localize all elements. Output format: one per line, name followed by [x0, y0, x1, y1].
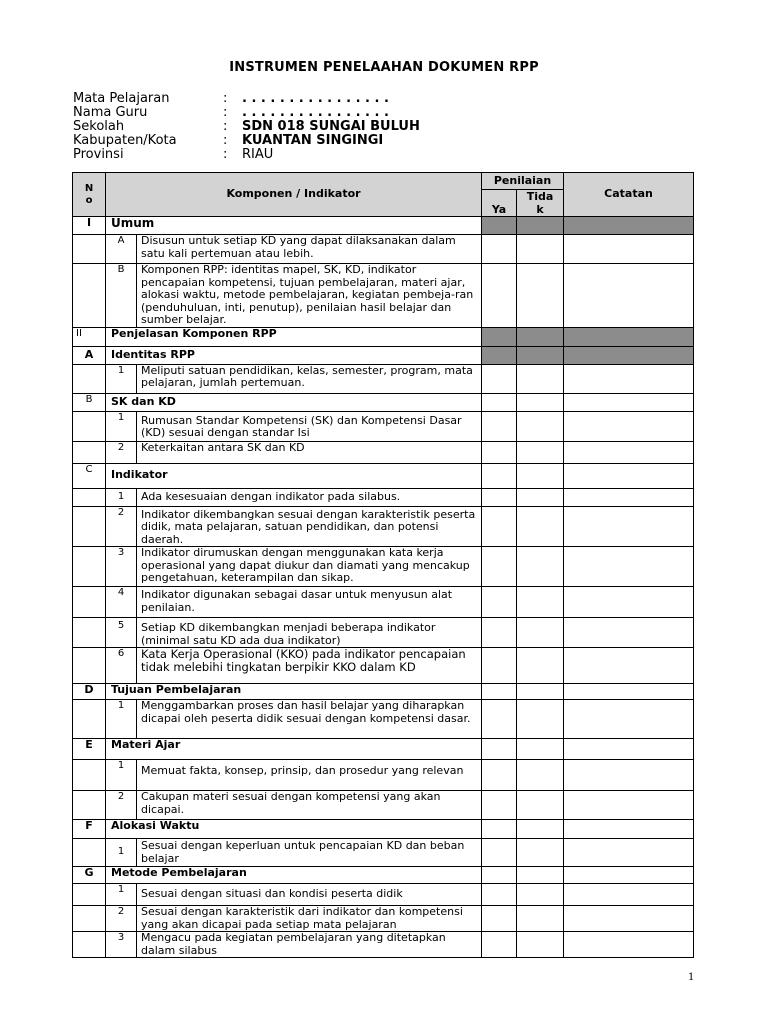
item-number: 1: [106, 700, 137, 739]
catatan-cell[interactable]: [564, 618, 694, 648]
info-row-guru: [73, 106, 420, 120]
item-text: Meliputi satuan pendidikan, kelas, semester, program, mata pelajaran, jumlah pertemuan.: [137, 364, 482, 393]
item-text: Indikator digunakan sebagai dasar untuk menyusun alat penilaian.: [137, 587, 482, 618]
item-text: Memuat fakta, konsep, prinsip, dan prosedur yang relevan: [137, 760, 482, 791]
header-no: N o: [73, 173, 106, 217]
item-number: 4: [106, 587, 137, 618]
ya-cell[interactable]: [482, 648, 517, 684]
item-number: 1: [106, 488, 137, 506]
item-text: Sesuai dengan situasi dan kondisi peserta didik: [137, 884, 482, 906]
table-row: [73, 488, 694, 506]
ya-cell[interactable]: [482, 839, 517, 867]
info-value: . . . . . . . . . . . . . . . .: [242, 105, 389, 120]
section-row: [73, 346, 694, 364]
catatan-cell[interactable]: [564, 488, 694, 506]
ya-cell[interactable]: [482, 760, 517, 791]
item-text: Setiap KD dikembangkan menjadi beberapa indikator (minimal satu KD ada dua indikator): [137, 618, 482, 648]
tidak-cell[interactable]: [517, 700, 564, 739]
item-number: 2: [106, 441, 137, 463]
catatan-cell[interactable]: [564, 587, 694, 618]
ya-cell[interactable]: [482, 411, 517, 441]
item-text: Indikator dirumuskan dengan menggunakan kata kerja operasional yang dapat diukur dan diamati yang mencakup pengetahuan, keterampilan dan sikap.: [137, 547, 482, 587]
catatan-cell[interactable]: [564, 700, 694, 739]
catatan-cell[interactable]: [564, 547, 694, 587]
catatan-cell[interactable]: [564, 932, 694, 958]
table-row: [73, 648, 694, 684]
info-colon: :: [223, 133, 228, 148]
tidak-cell[interactable]: [517, 506, 564, 547]
table-row: [73, 547, 694, 587]
item-number: 1: [106, 364, 137, 393]
info-value: RIAU: [242, 147, 274, 162]
document-title: INSTRUMEN PENELAAHAN DOKUMEN RPP: [229, 60, 539, 75]
info-row-kabupaten: [73, 134, 420, 148]
info-label: Sekolah: [73, 119, 125, 134]
item-text: Sesuai dengan keperluan untuk pencapaian KD dan beban belajar: [137, 839, 482, 867]
tidak-cell[interactable]: [517, 839, 564, 867]
section-number: II: [73, 327, 106, 346]
info-colon: :: [223, 119, 228, 134]
item-number: 3: [106, 547, 137, 587]
tidak-cell[interactable]: [517, 264, 564, 328]
review-table: [72, 172, 694, 958]
section-title: Tujuan Pembelajaran: [106, 684, 482, 700]
item-number: 2: [106, 906, 137, 932]
header-component: Komponen / Indikator: [106, 173, 482, 217]
section-number: G: [73, 867, 106, 884]
info-label: Kabupaten/Kota: [73, 133, 177, 148]
info-label: Mata Pelajaran: [73, 91, 170, 106]
tidak-cell[interactable]: [517, 364, 564, 393]
info-colon: :: [223, 147, 228, 162]
header-tidak: Tida k: [517, 190, 564, 217]
header-catatan: Catatan: [564, 173, 694, 217]
section-row: [73, 217, 694, 235]
ya-cell[interactable]: [482, 547, 517, 587]
section-title: Materi Ajar: [106, 739, 482, 760]
table-row: [73, 932, 694, 958]
table-row: [73, 364, 694, 393]
info-colon: :: [223, 91, 228, 106]
table-row: [73, 264, 694, 328]
catatan-cell[interactable]: [564, 839, 694, 867]
item-text: Indikator dikembangkan sesuai dengan karakteristik peserta didik, mata pelajaran, satuan pendidikan, dan potensi daerah.: [137, 506, 482, 547]
catatan-cell[interactable]: [564, 235, 694, 264]
header-ya: Ya: [482, 190, 517, 217]
ya-cell[interactable]: [482, 884, 517, 906]
item-text: Menggambarkan proses dan hasil belajar yang diharapkan dicapai oleh peserta didik sesuai dengan kompetensi dasar.: [137, 700, 482, 739]
table-row: [73, 235, 694, 264]
item-text: Kata Kerja Operasional (KKO) pada indikator pencapaian tidak melebihi tingkatan berpikir KKO dalam KD: [137, 648, 482, 684]
item-number: 3: [106, 932, 137, 958]
item-text: Rumusan Standar Kompetensi (SK) dan Kompetensi Dasar (KD) sesuai dengan standar Isi: [137, 411, 482, 441]
header-row: [73, 173, 694, 190]
catatan-cell[interactable]: [564, 364, 694, 393]
info-value: SDN 018 SUNGAI BULUH: [242, 119, 420, 134]
table-row: [73, 506, 694, 547]
section-title: Penjelasan Komponen RPP: [106, 327, 482, 346]
tidak-cell[interactable]: [517, 411, 564, 441]
section-number: E: [73, 739, 106, 760]
item-number: 1: [106, 760, 137, 791]
item-text: Ada kesesuaian dengan indikator pada silabus.: [137, 488, 482, 506]
catatan-cell[interactable]: [564, 441, 694, 463]
catatan-cell[interactable]: [564, 411, 694, 441]
item-number: 5: [106, 618, 137, 648]
tidak-cell[interactable]: [517, 932, 564, 958]
item-text: Keterkaitan antara SK dan KD: [137, 441, 482, 463]
item-number: 1: [106, 884, 137, 906]
section-row: [73, 684, 694, 700]
table-row: [73, 839, 694, 867]
ya-cell[interactable]: [482, 700, 517, 739]
catatan-cell[interactable]: [564, 648, 694, 684]
table-row: [73, 791, 694, 820]
ya-cell[interactable]: [482, 791, 517, 820]
info-row-sekolah: [73, 120, 420, 134]
item-number: A: [106, 235, 137, 264]
tidak-cell[interactable]: [517, 618, 564, 648]
section-title: Metode Pembelajaran: [106, 867, 482, 884]
ya-cell[interactable]: [482, 364, 517, 393]
section-number: C: [73, 463, 106, 488]
info-colon: :: [223, 105, 228, 120]
info-row-provinsi: [73, 148, 420, 162]
ya-cell[interactable]: [482, 488, 517, 506]
catatan-cell[interactable]: [564, 906, 694, 932]
tidak-cell[interactable]: [517, 648, 564, 684]
info-label: Provinsi: [73, 147, 124, 162]
item-text: Disusun untuk setiap KD yang dapat dilaksanakan dalam satu kali pertemuan atau lebih.: [137, 235, 482, 264]
page-number: 1: [688, 972, 695, 983]
item-number: 2: [106, 506, 137, 547]
catatan-cell[interactable]: [564, 791, 694, 820]
ya-cell[interactable]: [482, 618, 517, 648]
info-value: . . . . . . . . . . . . . . . .: [242, 91, 389, 106]
ya-cell[interactable]: [482, 441, 517, 463]
section-title: Indikator: [106, 463, 482, 488]
header-penilaian: Penilaian: [482, 173, 564, 190]
tidak-cell[interactable]: [517, 906, 564, 932]
item-number: 1: [106, 411, 137, 441]
item-number: 6: [106, 648, 137, 684]
section-number: A: [73, 346, 106, 364]
tidak-cell[interactable]: [517, 235, 564, 264]
table-row: [73, 700, 694, 739]
section-row: [73, 867, 694, 884]
section-number: B: [73, 393, 106, 411]
tidak-cell[interactable]: [517, 547, 564, 587]
catatan-cell[interactable]: [564, 264, 694, 328]
item-text: Mengacu pada kegiatan pembelajaran yang ditetapkan dalam silabus: [137, 932, 482, 958]
section-title: SK dan KD: [106, 393, 482, 411]
item-number: 1: [106, 839, 137, 867]
section-row: [73, 393, 694, 411]
table-row: [73, 760, 694, 791]
table-row: [73, 441, 694, 463]
item-number: 2: [106, 791, 137, 820]
tidak-cell[interactable]: [517, 760, 564, 791]
table-row: [73, 618, 694, 648]
item-number: B: [106, 264, 137, 328]
tidak-cell[interactable]: [517, 488, 564, 506]
ya-cell[interactable]: [482, 235, 517, 264]
catatan-cell[interactable]: [564, 760, 694, 791]
ya-cell[interactable]: [482, 932, 517, 958]
item-text: Cakupan materi sesuai dengan kompetensi yang akan dicapai.: [137, 791, 482, 820]
section-number: D: [73, 684, 106, 700]
catatan-cell[interactable]: [564, 506, 694, 547]
item-text: Komponen RPP: identitas mapel, SK, KD, indikator pencapaian kompetensi, tujuan pembelajaran, materi ajar, alokasi waktu, metode pembelajaran, kegiatan pembeja-ran (penduhuluan, inti, penutup), penilaian hasil belajar dan sumber belajar.: [137, 264, 482, 328]
section-row: [73, 463, 694, 488]
info-label: Nama Guru: [73, 105, 148, 120]
tidak-cell[interactable]: [517, 884, 564, 906]
identity-info: [73, 92, 420, 162]
table-row: [73, 906, 694, 932]
section-number: I: [73, 217, 106, 235]
ya-cell[interactable]: [482, 587, 517, 618]
info-value: KUANTAN SINGINGI: [242, 133, 384, 148]
info-row-mapel: [73, 92, 420, 106]
table-row: [73, 884, 694, 906]
catatan-cell[interactable]: [564, 884, 694, 906]
item-text: Sesuai dengan karakteristik dari indikator dan kompetensi yang akan dicapai pada setiap mata pelajaran: [137, 906, 482, 932]
section-row: [73, 327, 694, 346]
ya-cell[interactable]: [482, 264, 517, 328]
section-title: Umum: [106, 217, 482, 235]
table-row: [73, 411, 694, 441]
section-title: Identitas RPP: [106, 346, 482, 364]
tidak-cell[interactable]: [517, 587, 564, 618]
tidak-cell[interactable]: [517, 441, 564, 463]
table-row: [73, 587, 694, 618]
section-number: F: [73, 820, 106, 839]
section-row: [73, 820, 694, 839]
ya-cell[interactable]: [482, 906, 517, 932]
section-title: Alokasi Waktu: [106, 820, 482, 839]
ya-cell[interactable]: [482, 506, 517, 547]
tidak-cell[interactable]: [517, 791, 564, 820]
section-row: [73, 739, 694, 760]
